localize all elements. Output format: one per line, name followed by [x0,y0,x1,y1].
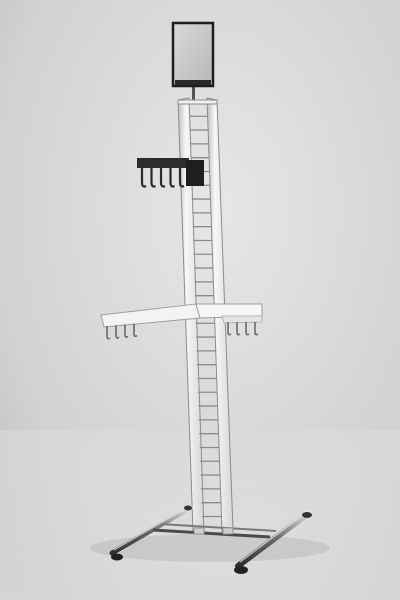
floor-shadow [90,534,330,562]
foot-left [111,554,123,561]
foot-front [234,566,248,574]
foot-right [302,512,312,518]
foot-back [184,506,192,511]
sign-panel [173,23,213,86]
